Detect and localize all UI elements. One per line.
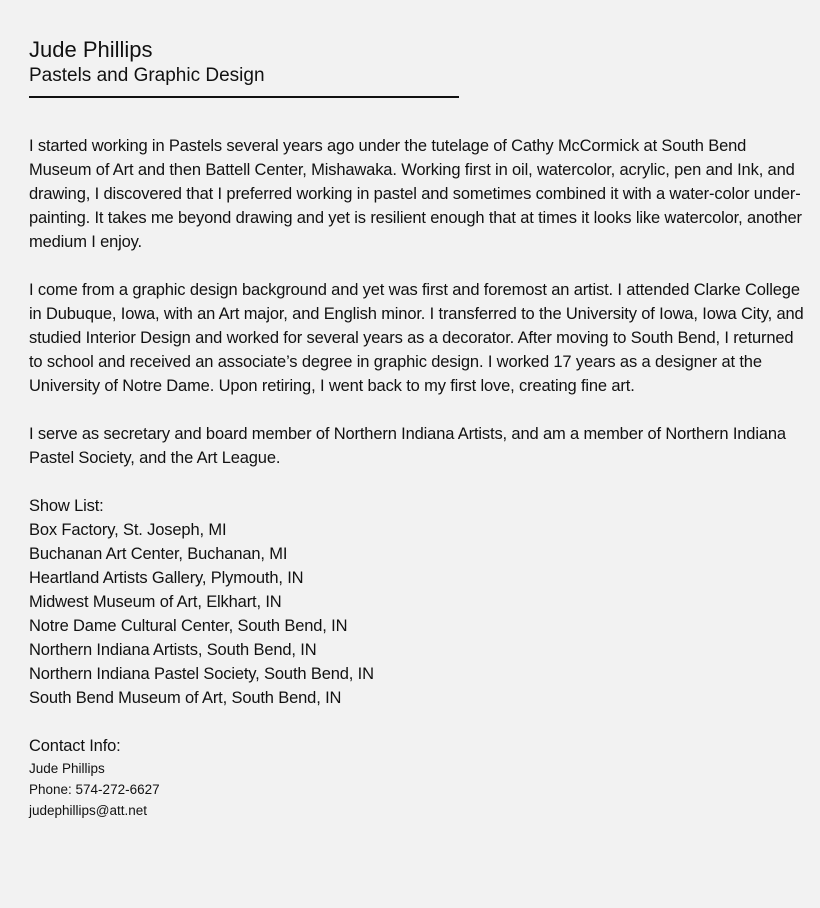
show-list-item: South Bend Museum of Art, South Bend, IN bbox=[29, 689, 342, 707]
contact-phone: Phone: 574-272-6627 bbox=[29, 782, 160, 797]
show-list bbox=[29, 518, 804, 710]
paragraph-background: I come from a graphic design background and yet was first and foremost an artist. I attended Clarke College in Dubuque, Iowa, with an Art major, and English minor. I transferred to the University of Iowa, Iowa City, and studied Interior Design and worked for several years as a decorator. After moving to South Bend, I returned to school and received an associate’s degree in graphic design. I worked 17 years as a designer at the University of Notre Dame. Upon retiring, I went back to my first love, creating fine art. bbox=[29, 281, 804, 395]
contact-name: Jude Phillips bbox=[29, 761, 105, 776]
header-divider bbox=[29, 96, 459, 98]
show-list-item: Buchanan Art Center, Buchanan, MI bbox=[29, 545, 288, 563]
contact-email: judephillips@att.net bbox=[29, 803, 148, 818]
paragraph-affiliations: I serve as secretary and board member of Northern Indiana Artists, and am a member of Northern Indiana Pastel Society, and the Art League. bbox=[29, 425, 786, 467]
artist-subtitle: Pastels and Graphic Design bbox=[29, 65, 265, 86]
artist-statement-page bbox=[29, 36, 804, 821]
contact-info bbox=[29, 758, 804, 821]
show-list-item: Midwest Museum of Art, Elkhart, IN bbox=[29, 593, 282, 611]
show-list-item: Northern Indiana Artists, South Bend, IN bbox=[29, 641, 317, 659]
statement-body bbox=[29, 134, 804, 758]
show-list-item: Notre Dame Cultural Center, South Bend, IN bbox=[29, 617, 348, 635]
show-list-heading: Show List: bbox=[29, 497, 104, 515]
show-list-item: Northern Indiana Pastel Society, South Bend, IN bbox=[29, 665, 374, 683]
artist-name: Jude Phillips bbox=[29, 37, 153, 62]
show-list-item: Box Factory, St. Joseph, MI bbox=[29, 521, 227, 539]
paragraph-pastels: I started working in Pastels several years ago under the tutelage of Cathy McCormick at South Bend Museum of Art and then Battell Center, Mishawaka. Working first in oil, watercolor, acrylic, pen and Ink, and drawing, I discovered that I preferred working in pastel and sometimes combined it with a water-color under-painting. It takes me beyond drawing and yet is resilient enough that at times it looks like watercolor, another medium I enjoy. bbox=[29, 137, 802, 251]
contact-heading: Contact Info: bbox=[29, 737, 121, 755]
show-list-item: Heartland Artists Gallery, Plymouth, IN bbox=[29, 569, 304, 587]
